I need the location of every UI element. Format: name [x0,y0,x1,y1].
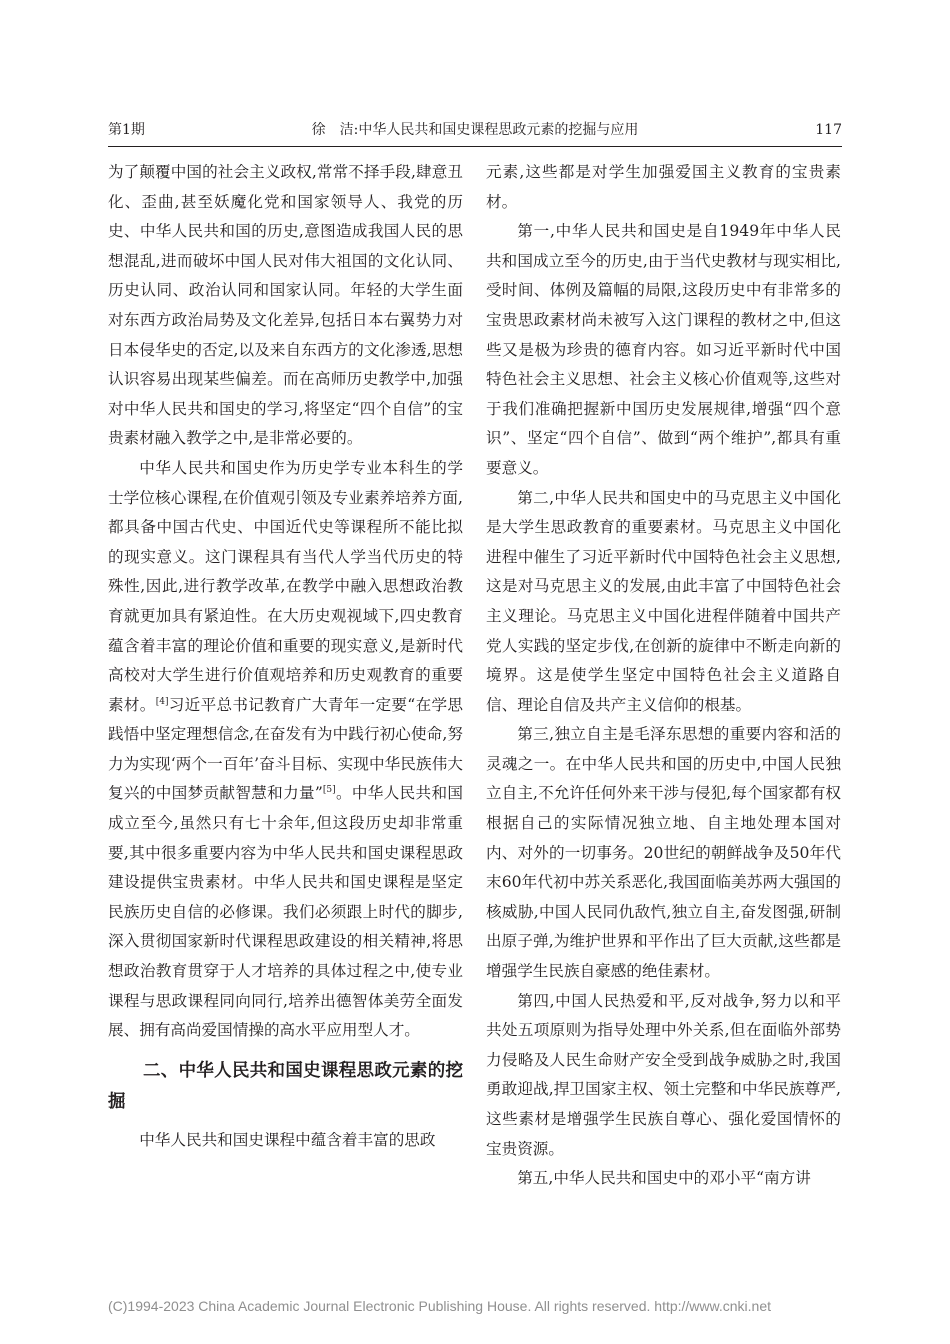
page-number: 117 [815,122,842,138]
paragraph-text: 。中华人民共和国成立至今,虽然只有七十余年,但这段历史却非常重要,其中很多重要内容为中华人民共和国史课程思政建设提供宝贵素材。中华人民共和国史课程是坚定民族历史自信的必修课。我们必须跟上时代的脚步,深入贯彻国家新时代课程思政建设的相关精神,将思想政治教育贯穿于人才培养的具体过程之中,使专业课程与思政课程同向同行,培养出德智体美劳全面发展、拥有高尚爱国情操的高水平应用型人才。 [108,784,463,1040]
paragraph-first-point: 第一,中华人民共和国史是自1949年中华人民共和国成立至今的历史,由于当代史教材与现实相比,受时间、体例及篇幅的局限,这段历史中有非常多的宝贵思政素材尚未被写入这门课程的教材之中,但这些又是极为珍贵的德育内容。如习近平新时代中国特色社会主义思想、社会主义核心价值观等,这些对于我们准确把握新中国历史发展规律,增强“四个意识”、坚定“四个自信”、做到“两个维护”,都具有重要意义。 [486,222,841,477]
paragraph-continued: 元素,这些都是对学生加强爱国主义教育的宝贵素材。 [486,163,841,211]
paragraph-fourth-point: 第四,中国人民热爱和平,反对战争,努力以和平共处五项原则为指导处理中外关系,但在面临外部势力侵略及人民生命财产安全受到战争威胁之时,我国勇敢迎战,捍卫国家主权、领土完整和中华民族尊严,这些素材是增强学生民族自尊心、强化爱国情怀的宝贵资源。 [486,991,841,1158]
citation-ref-4[interactable]: [4] [155,696,169,707]
right-column [486,158,841,1194]
paragraph-text: 中华人民共和国史作为历史学专业本科生的学士学位核心课程,在价值观引领及专业素养培养方面,都具备中国古代史、中国近代史等课程所不能比拟的现实意义。这门课程具有当代人学当代历史的特殊性,因此,进行教学改革,在教学中融入思想政治教育就更加具有紧迫性。在大历史观视域下,四史教育蕴含着丰富的理论价值和重要的现实意义,是新时代高校对大学生进行价值观培养和历史观教育的重要素材。 [108,458,463,714]
paragraph-third-point: 第三,独立自主是毛泽东思想的重要内容和活的灵魂之一。在中华人民共和国的历史中,中国人民独立自主,不允许任何外来干涉与侵犯,每个国家都有权根据自己的实际情况独立地、自主地处理本国对内、对外的一切事务。20世纪的朝鲜战争及50年代末60年代初中苏关系恶化,我国面临美苏两大强国的核威胁,中国人民同仇敌忾,独立自主,奋发图强,研制出原子弹,为维护世界和平作出了巨大贡献,这些都是增强学生民族自豪感的绝佳素材。 [486,725,841,981]
paragraph-fifth-point: 第五,中华人民共和国史中的邓小平“南方讲 [517,1169,811,1188]
paragraph-continued: 为了颠覆中国的社会主义政权,常常不择手段,肆意丑化、歪曲,甚至妖魔化党和国家领导人、我党的历史、中华人民共和国的历史,意图造成我国人民的思想混乱,进而破坏中国人民对伟大祖国的文化认同、历史认同、政治认同和国家认同。年轻的大学生面对东西方政治局势及文化差异,包括日本右翼势力对日本侵华史的否定,以及来自东西方的文化渗透,思想认识容易出现某些偏差。而在高师历史教学中,加强对中华人民共和国史的学习,将坚定“四个自信”的宝贵素材融入教学之中,是非常必要的。 [108,163,463,448]
running-header [108,118,842,142]
header-divider [108,146,842,147]
copyright-footer: (C)1994-2023 China Academic Journal Electronic Publishing House. All rights reserved. http://www.cnki.net [108,1298,771,1314]
article-running-title: 徐 洁:中华人民共和国史课程思政元素的挖掘与应用 [311,122,639,138]
paragraph-section-intro: 中华人民共和国史课程中蕴含着丰富的思政 [139,1130,436,1149]
paragraph-second-point: 第二,中华人民共和国史中的马克思主义中国化是大学生思政教育的重要素材。马克思主义中国化进程中催生了习近平新时代中国特色社会主义思想,这是对马克思主义的发展,由此丰富了中国特色社会主义理论。马克思主义中国化进程伴随着中国共产党人实践的坚定步伐,在创新的旋律中不断走向新的境界。这是使学生坚定中国特色社会主义道路自信、理论自信及共产主义信仰的根基。 [486,488,841,714]
citation-ref-5[interactable]: [5] [322,785,336,796]
issue-number: 第1期 [108,122,145,138]
section-heading: 二、中华人民共和国史课程思政元素的挖掘 [108,1060,463,1112]
paragraph-text: 习近平总书记教育广大青年一定要“在学思践悟中坚定理想信念,在奋发有为中践行初心使命,努力为实现‘两个一百年’奋斗目标、实现中华民族伟大复兴的中国梦贡献智慧和力量” [108,695,463,803]
paragraph-course-significance [108,454,463,1046]
left-column [108,158,463,1155]
